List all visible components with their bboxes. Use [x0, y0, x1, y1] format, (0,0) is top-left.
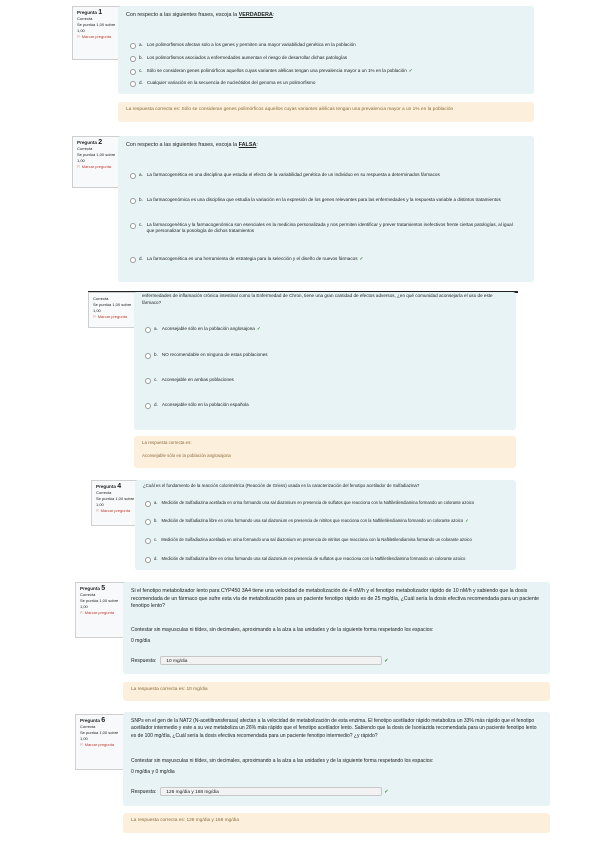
question-info-3 — [88, 292, 138, 328]
question-status: Correcta — [96, 490, 112, 495]
question-score: Se puntúa 1,00 sobre 1,00 — [77, 22, 116, 33]
check-icon: ✓ — [408, 68, 413, 73]
radio-button[interactable] — [145, 378, 151, 384]
question-status: Correcta — [77, 146, 93, 151]
feedback-6: La respuesta correcta es: 126 mg/dia y 168 mg/dia — [123, 813, 550, 833]
flag-question-link[interactable]: ⚐ Marcar pregunta — [80, 610, 115, 615]
answer-instructions: Contestar sin mayusculas ni tildes, sin decimales, aproximando a la alza a las unidades y de la siguiente forma respetando los espacios: — [131, 627, 434, 633]
question-text: Con respecto a las siguientes frases, escoja la VERDADERA: — [126, 12, 275, 18]
option-2b[interactable]: b. La farmacogenómica es una disciplina que estudia la variación en la expresión de los genes relevantes para las enfermedades y la respuesta variable a distintos tratamientos — [130, 197, 520, 204]
radio-button[interactable] — [145, 501, 151, 507]
check-icon: ✓ — [256, 326, 261, 331]
flag-question-link[interactable]: ⚐ Marcar pregunta — [80, 742, 115, 747]
option-1d[interactable]: d. Cualquier variación en la secuencia de nucleótidos del genoma es un polimorfismo — [130, 80, 315, 87]
check-icon: ✓ — [465, 518, 469, 523]
feedback-answer: Aconsejable sólo en la población anglosajona — [142, 452, 231, 458]
radio-button[interactable] — [130, 43, 136, 49]
feedback-title: La respuesta correcta es: — [142, 440, 192, 445]
question-number: Pregunta 2 — [77, 139, 103, 146]
check-icon: ✓ — [384, 788, 389, 795]
radio-button[interactable] — [145, 327, 151, 333]
question-number: Pregunta 1 — [77, 9, 103, 16]
feedback-3 — [134, 436, 516, 468]
flag-icon: ⚐ — [80, 742, 84, 747]
radio-button[interactable] — [130, 257, 136, 263]
question-number: Pregunta 4 — [96, 483, 122, 490]
flag-icon: ⚐ — [93, 314, 97, 319]
question-status: Correcta — [77, 16, 93, 21]
question-text: Si el fenotipo metabolizador lento para CYP450 3A4 tiene una velocidad de metabolización de 4 nM/h y el fenotipo metabolizador rápido de 10 nM/h y sabiendo que la dosis recomendada de un fármaco que sufre esta vía de metabolización para un paciente fenotipo rápido es de 25 mg/día, ¿Cuál sería la dosis efectiva recomendada para un paciente fenotipo lento? — [131, 588, 540, 610]
radio-button[interactable] — [130, 56, 136, 62]
option-1a[interactable]: a. Los polimorfismos afectan solo a los genes y permiten una mayor variabilidad genética en la población — [130, 42, 356, 49]
answer-instructions: Contestar sin mayusculas ni tildes, sin decimales, aproximando a la alza a las unidades y de la siguiente forma respetando los espacios: — [131, 758, 434, 764]
question-text: enfermedades de inflamación crónica intestinal como la Enfermedad de Chron, tiene una gran cantidad de efectos adversos, ¿en qué comunidad aconsejaría el uso de este fármaco? — [142, 293, 493, 305]
option-2c[interactable]: c. La farmacogenética y la farmacogenómica son esenciales en la medicina personalizada y nos permiten identificar y prever tratamientos inefectivos frente ciertas patologías, al igual que personalizar la posología de dichos tratamientos — [130, 222, 520, 234]
option-2d[interactable]: d. La farmacogenética es una herramienta de estrategia para la selección y el diseño de nuevos fármacos ✓ — [130, 256, 520, 263]
question-box-3 — [134, 292, 516, 430]
option-3d[interactable]: d. Aconsejable sólo en la población española — [145, 402, 249, 409]
radio-button[interactable] — [145, 353, 151, 359]
question-status: Correcta — [93, 296, 109, 301]
answer-format: 0 mg/dia — [131, 638, 151, 644]
radio-button[interactable] — [130, 69, 136, 75]
question-info-5 — [75, 582, 125, 638]
flag-icon: ⚐ — [77, 164, 81, 169]
option-2a[interactable]: a. La farmacogenética es una disciplina que estudia el efecto de la variabilidad genética de un individuo en su respuesta a determinados fármacos — [130, 172, 520, 179]
answer-input[interactable]: 10 mg/dia — [160, 656, 382, 665]
question-score: Se puntúa 1,00 sobre 1,00 — [96, 496, 135, 507]
option-3a[interactable]: a. Aconsejable sólo en la población anglosajona ✓ — [145, 326, 261, 333]
flag-icon: ⚐ — [96, 508, 100, 513]
feedback-5: La respuesta correcta es: 10 mg/dia — [123, 682, 550, 701]
radio-button[interactable] — [145, 519, 151, 525]
radio-button[interactable] — [130, 223, 136, 229]
flag-question-link[interactable]: ⚐ Marcar pregunta — [93, 314, 128, 319]
question-number: Pregunta 6 — [80, 717, 106, 724]
radio-button[interactable] — [145, 403, 151, 409]
radio-button[interactable] — [130, 81, 136, 87]
option-3b[interactable]: b. NO recomendable en ninguna de estas poblaciones — [145, 352, 268, 359]
question-status: Correcta — [80, 592, 96, 597]
flag-question-link[interactable]: ⚐ Marcar pregunta — [96, 508, 131, 513]
radio-button[interactable] — [145, 557, 151, 563]
flag-icon: ⚐ — [80, 610, 84, 615]
question-score: Se puntúa 1,00 sobre 1,00 — [80, 598, 119, 609]
question-info-6 — [75, 714, 125, 770]
question-text: SNPs en el gen de la NAT2 (N-acetiltransferasa) afectan a la velocidad de metabolización de esta enzima. El fenotipo acetilador rápido metaboliza un 33% más rápido que el fenotipo acetilador intermedio y este a su vez metaboliza un 26% más rápido que el fenotipo acetilador lento. Sabiendo que la dosis de Isoniazida recomendada para un paciente fenotipo lento es de 100 mg/día, ¿Cuál sería la dosis efectiva recomendada para un paciente fenotipo intermedio? ¿y rápido? — [131, 718, 537, 739]
option-1c[interactable]: c. Sólo se consideran genes polimórficos aquellos cuyas variantes alélicas tengan una prevalencia mayor a un 1% en la población ✓ — [130, 68, 413, 75]
answer-format: 0 mg/dia y 0 mg/dia — [131, 769, 175, 775]
flag-icon: ⚐ — [77, 34, 81, 39]
answer-row-6 — [131, 787, 389, 796]
option-1b[interactable]: b. Los polimorfismos asociados a enfermedades aumentan el riesgo de desarrollar dichas patologías — [130, 55, 347, 62]
question-text: Con respecto a las siguientes frases, escoja la FALSA: — [126, 142, 258, 148]
radio-button[interactable] — [130, 198, 136, 204]
answer-row-5 — [131, 656, 389, 665]
question-score: Se puntúa 1,00 sobre 1,00 — [77, 152, 116, 163]
option-4a[interactable]: a. Medición de Sulfadiazina acetilada en orina formando una sal diazonium en presencia de sulfatos que reacciona con la Naftiletilendiamina formando un colorante azoico — [145, 500, 507, 507]
check-icon: ✓ — [384, 657, 389, 664]
question-score: Se puntúa 1,00 sobre 1,00 — [80, 730, 119, 741]
option-4d[interactable]: d. Medición de Sulfadiazina libre en orina formando una sal diazonium en presencia de sulfatos que reacciona con la Naftiletilendiamina formando un colorante azoico — [145, 556, 513, 563]
option-4c[interactable]: c. Medición de Sulfadiazina acetilada en orina formando una sal diazonium en presencia de nitritos que reacciona con la Naftiletilendiamina formando un colorante azoico — [145, 537, 507, 544]
answer-label: Respuesta: — [131, 788, 157, 795]
question-status: Correcta — [80, 724, 96, 729]
question-info-4 — [91, 480, 141, 526]
question-text: ¿Cuál es el fundamento de la reacción colorimétrica (Reacción de Griess) usada en la caracterización del fenotipo acetilador de Sulfadiazina? — [143, 483, 420, 488]
option-4b[interactable]: b. Medición de Sulfadiazina libre en orina formando una sal diazonium en presencia de nitritos que reacciona con la Naftiletilendiamina formando un colorante azoico ✓ — [145, 518, 507, 525]
question-info-1 — [72, 6, 122, 60]
check-icon: ✓ — [359, 256, 364, 261]
flag-question-link[interactable]: ⚐ Marcar pregunta — [77, 34, 112, 39]
radio-button[interactable] — [130, 173, 136, 179]
flag-question-link[interactable]: ⚐ Marcar pregunta — [77, 164, 112, 169]
question-info-2 — [72, 136, 122, 188]
answer-input[interactable]: 126 mg/dia y 168 mg/dia — [160, 787, 382, 796]
answer-label: Respuesta: — [131, 657, 157, 664]
option-3c[interactable]: c. Aconsejable en ambas poblaciones — [145, 377, 234, 384]
question-score: Se puntúa 1,00 sobre 1,00 — [93, 302, 132, 313]
radio-button[interactable] — [145, 538, 151, 544]
question-number: Pregunta 5 — [80, 585, 106, 592]
feedback-1: La respuesta correcta es: Sólo se consideran genes polimórficos aquellos cuyas variantes alélicas tengan una prevalencia mayor a un 1% en la población — [118, 102, 534, 122]
